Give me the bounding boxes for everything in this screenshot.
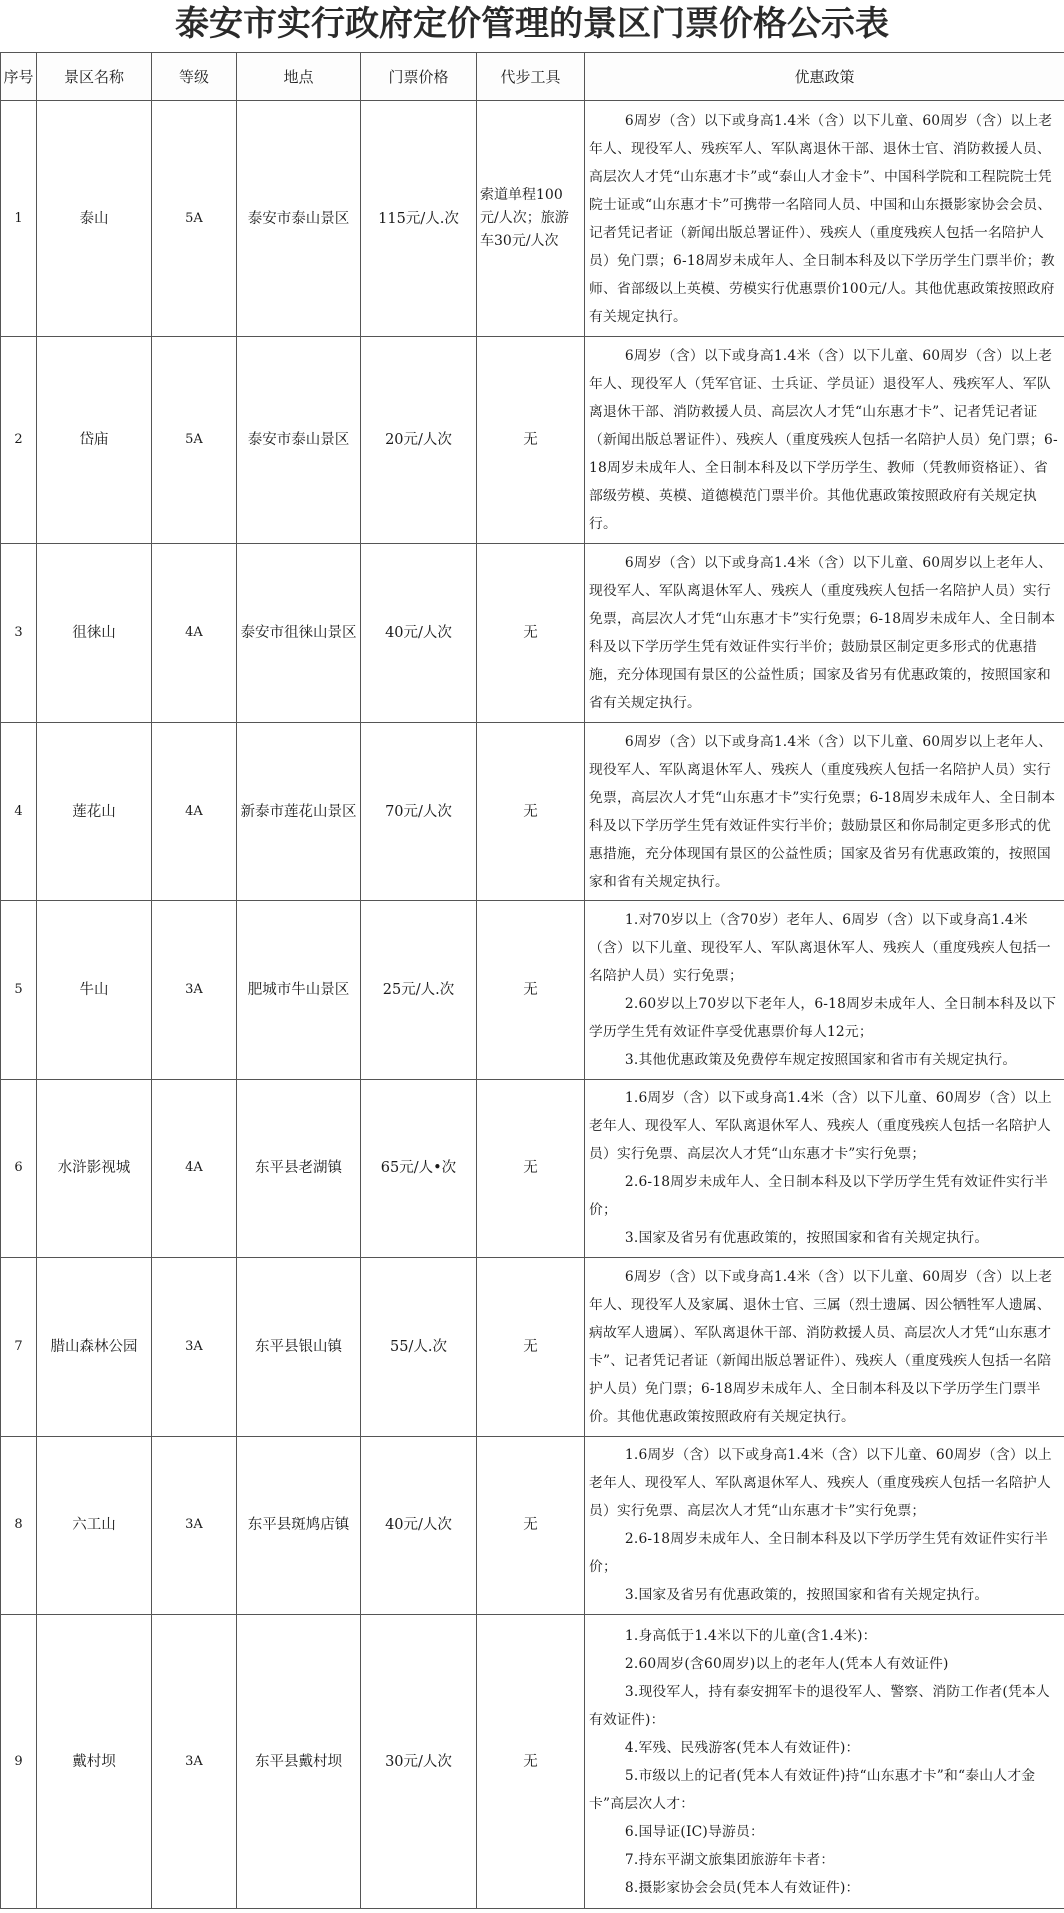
table-row — [1, 722, 1064, 900]
row-location: 东平县老湖镇 — [237, 1079, 361, 1257]
header-location: 地点 — [237, 53, 361, 101]
policy-paragraph: 4.军残、民残游客(凭本人有效证件)： — [624, 1739, 860, 1756]
row-price: 20元/人次 — [361, 337, 477, 544]
row-grade: 3A — [152, 1436, 237, 1614]
header-grade: 等级 — [152, 53, 237, 101]
row-grade: 4A — [152, 1079, 237, 1257]
row-grade: 5A — [152, 337, 237, 544]
policy-paragraph: 3.现役军人，持有泰安拥军卡的退役军人、警察、消防工作者(凭本人有效证件)： — [589, 1683, 1050, 1728]
header-name: 景区名称 — [37, 53, 152, 101]
row-scenic-name: 牛山 — [37, 901, 152, 1079]
row-policy — [585, 1615, 1064, 1909]
table-header-row — [1, 53, 1064, 101]
header-policy: 优惠政策 — [585, 53, 1064, 101]
policy-paragraph: 1.身高低于1.4米以下的儿童(含1.4米)： — [624, 1627, 877, 1644]
row-price: 115元/人.次 — [361, 101, 477, 337]
row-index: 1 — [1, 101, 37, 337]
policy-paragraph: 3.国家及省另有优惠政策的，按照国家和省有关规定执行。 — [624, 1587, 989, 1604]
row-index: 6 — [1, 1079, 37, 1257]
row-transport: 索道单程100元/人次；旅游车30元/人次 — [477, 101, 585, 337]
row-location: 肥城市牛山景区 — [237, 901, 361, 1079]
row-price: 25元/人.次 — [361, 901, 477, 1079]
row-price: 65元/人•次 — [361, 1079, 477, 1257]
row-index: 3 — [1, 544, 37, 722]
row-grade: 3A — [152, 1615, 237, 1909]
row-scenic-name: 岱庙 — [37, 337, 152, 544]
row-transport: 无 — [477, 901, 585, 1079]
table-row — [1, 337, 1064, 544]
policy-paragraph: 3.国家及省另有优惠政策的，按照国家和省有关规定执行。 — [624, 1230, 989, 1247]
row-scenic-name: 戴村坝 — [37, 1615, 152, 1909]
row-scenic-name: 水浒影视城 — [37, 1079, 152, 1257]
row-transport: 无 — [477, 1079, 585, 1257]
row-index: 9 — [1, 1615, 37, 1909]
header-transport: 代步工具 — [477, 53, 585, 101]
row-transport: 无 — [477, 1436, 585, 1614]
row-scenic-name: 泰山 — [37, 101, 152, 337]
row-grade: 3A — [152, 901, 237, 1079]
row-index: 4 — [1, 722, 37, 900]
row-price: 40元/人次 — [361, 544, 477, 722]
row-index: 8 — [1, 1436, 37, 1614]
policy-paragraph: 2.6-18周岁未成年人、全日制本科及以下学历学生凭有效证件实行半价； — [589, 1174, 1049, 1219]
row-price: 30元/人次 — [361, 1615, 477, 1909]
table-row — [1, 1436, 1064, 1614]
policy-paragraph: 2.60周岁(含60周岁)以上的老年人(凭本人有效证件) — [624, 1655, 949, 1672]
row-transport: 无 — [477, 544, 585, 722]
row-policy — [585, 101, 1064, 337]
page-title: 泰安市实行政府定价管理的景区门票价格公示表 — [175, 4, 889, 44]
row-scenic-name: 六工山 — [37, 1436, 152, 1614]
row-location: 泰安市徂徕山景区 — [237, 544, 361, 722]
policy-paragraph: 6周岁（含）以下或身高1.4米（含）以下儿童、60周岁以上老年人、现役军人、军队离退休军人、残疾人（重度残疾人包括一名陪护人员）实行免票，高层次人才凭“山东惠才卡”实行免票；6-18周岁未成年人、全日制本科及以下学历学生凭有效证件实行半价；鼓励景区和你局制定更多形式的优惠措施，充分体现国有景区的公益性质；国家及省另有优惠政策的，按照国家和省有关规定执行。 — [589, 733, 1056, 890]
row-transport: 无 — [477, 722, 585, 900]
policy-paragraph: 2.6-18周岁未成年人、全日制本科及以下学历学生凭有效证件实行半价； — [589, 1531, 1049, 1576]
row-index: 2 — [1, 337, 37, 544]
table-row — [1, 1258, 1064, 1436]
row-location: 东平县斑鸠店镇 — [237, 1436, 361, 1614]
row-policy — [585, 337, 1064, 544]
row-price: 70元/人次 — [361, 722, 477, 900]
table-row — [1, 544, 1064, 722]
policy-paragraph: 3.其他优惠政策及免费停车规定按照国家和省市有关规定执行。 — [624, 1052, 1017, 1069]
row-location: 东平县银山镇 — [237, 1258, 361, 1436]
row-scenic-name: 腊山森林公园 — [37, 1258, 152, 1436]
policy-paragraph: 5.市级以上的记者(凭本人有效证件)持“山东惠才卡”和“泰山人才金卡”高层次人才： — [589, 1767, 1036, 1812]
row-policy — [585, 901, 1064, 1079]
row-location: 泰安市泰山景区 — [237, 101, 361, 337]
table-row — [1, 101, 1064, 337]
row-grade: 4A — [152, 544, 237, 722]
ticket-price-table — [0, 52, 1064, 1909]
header-price: 门票价格 — [361, 53, 477, 101]
policy-paragraph: 1.6周岁（含）以下或身高1.4米（含）以下儿童、60周岁（含）以上老年人、现役军人、军队离退休军人、残疾人（重度残疾人包括一名陪护人员）实行免票、高层次人才凭“山东惠才卡”实行免票； — [589, 1090, 1052, 1163]
policy-paragraph: 6.国导证(IC)导游员： — [624, 1823, 764, 1840]
row-location: 东平县戴村坝 — [237, 1615, 361, 1909]
row-policy — [585, 1436, 1064, 1614]
policy-paragraph: 6周岁（含）以下或身高1.4米（含）以下儿童、60周岁以上老年人、现役军人、军队离退休军人、残疾人（重度残疾人包括一名陪护人员）实行免票，高层次人才凭“山东惠才卡”实行免票；6-18周岁未成年人、全日制本科及以下学历学生凭有效证件实行半价；鼓励景区制定更多形式的优惠措施，充分体现国有景区的公益性质；国家及省另有优惠政策的，按照国家和省有关规定执行。 — [589, 555, 1056, 712]
row-policy — [585, 722, 1064, 900]
row-transport: 无 — [477, 1615, 585, 1909]
row-policy — [585, 544, 1064, 722]
policy-paragraph: 7.持东平湖文旅集团旅游年卡者： — [624, 1851, 835, 1868]
row-policy — [585, 1258, 1064, 1436]
row-scenic-name: 莲花山 — [37, 722, 152, 900]
row-grade: 3A — [152, 1258, 237, 1436]
row-grade: 5A — [152, 101, 237, 337]
row-grade: 4A — [152, 722, 237, 900]
policy-paragraph: 1.对70岁以上（含70岁）老年人、6周岁（含）以下或身高1.4米（含）以下儿童、现役军人、军队离退休军人、残疾人（重度残疾人包括一名陪护人员）实行免票； — [589, 912, 1051, 985]
header-index: 序号 — [1, 53, 37, 101]
row-transport: 无 — [477, 1258, 585, 1436]
policy-paragraph: 1.6周岁（含）以下或身高1.4米（含）以下儿童、60周岁（含）以上老年人、现役军人、军队离退休军人、残疾人（重度残疾人包括一名陪护人员）实行免票、高层次人才凭“山东惠才卡”实行免票； — [589, 1447, 1052, 1520]
row-price: 40元/人次 — [361, 1436, 477, 1614]
row-location: 新泰市莲花山景区 — [237, 722, 361, 900]
row-location: 泰安市泰山景区 — [237, 337, 361, 544]
table-row — [1, 1615, 1064, 1909]
table-row — [1, 901, 1064, 1079]
policy-paragraph: 6周岁（含）以下或身高1.4米（含）以下儿童、60周岁（含）以上老年人、现役军人、残疾军人、军队离退休干部、退休士官、消防救援人员、高层次人才凭“山东惠才卡”或“泰山人才金卡”、中国科学院和工程院院士凭院士证或“山东惠才卡”可携带一名陪同人员、中国和山东摄影家协会会员、记者凭记者证（新闻出版总署证件）、残疾人（重度残疾人包括一名陪护人员）免门票；6-18周岁未成年人、全日制本科及以下学历学生门票半价；教师、省部级以上英模、劳模实行优惠票价100元/人。其他优惠政策按照政府有关规定执行。 — [589, 112, 1055, 325]
row-index: 5 — [1, 901, 37, 1079]
row-transport: 无 — [477, 337, 585, 544]
policy-paragraph: 6周岁（含）以下或身高1.4米（含）以下儿童、60周岁（含）以上老年人、现役军人及家属、退休士官、三属（烈士遗属、因公牺牲军人遗属、病故军人遗属）、军队离退休干部、消防救援人员、高层次人才凭“山东惠才卡”、记者凭记者证（新闻出版总署证件）、残疾人（重度残疾人包括一名陪护人员）免门票；6-18周岁未成年人、全日制本科及以下学历学生门票半价。其他优惠政策按照政府有关规定执行。 — [589, 1268, 1053, 1425]
row-scenic-name: 徂徕山 — [37, 544, 152, 722]
table-row — [1, 1079, 1064, 1257]
row-price: 55/人.次 — [361, 1258, 477, 1436]
row-index: 7 — [1, 1258, 37, 1436]
row-policy — [585, 1079, 1064, 1257]
policy-paragraph: 6周岁（含）以下或身高1.4米（含）以下儿童、60周岁（含）以上老年人、现役军人（凭军官证、士兵证、学员证）退役军人、残疾军人、军队离退休干部、消防救援人员、高层次人才凭“山东惠才卡”、记者凭记者证（新闻出版总署证件）、残疾人（重度残疾人包括一名陪护人员）免门票；6-18周岁未成年人、全日制本科及以下学历学生、教师（凭教师资格证）、省部级劳模、英模、道德模范门票半价。其他优惠政策按照政府有关规定执行。 — [589, 348, 1058, 533]
policy-paragraph: 2.60岁以上70岁以下老年人，6-18周岁未成年人、全日制本科及以下学历学生凭有效证件享受优惠票价每人12元； — [589, 996, 1057, 1041]
policy-paragraph: 8.摄影家协会会员(凭本人有效证件)： — [624, 1879, 860, 1896]
